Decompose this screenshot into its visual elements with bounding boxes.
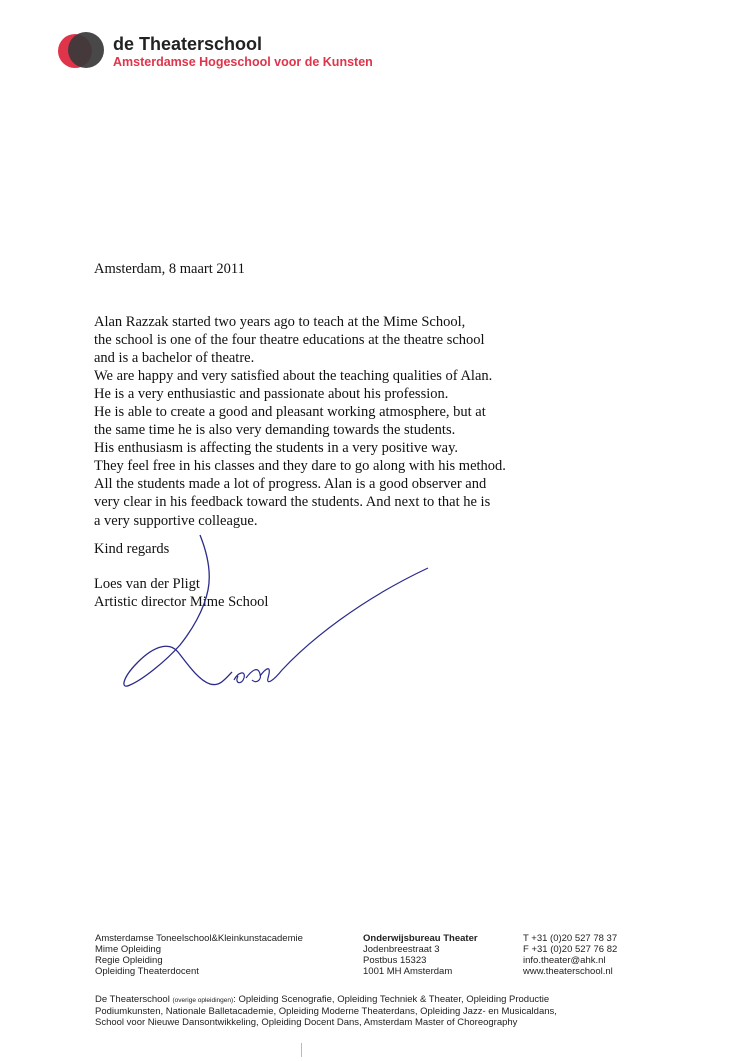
brand-subtitle: Amsterdamse Hogeschool voor de Kunsten: [113, 55, 373, 69]
footer-line: Jodenbreestraat 3: [363, 944, 440, 955]
footer-email: info.theater@ahk.nl: [523, 955, 606, 966]
body-line: the school is one of the four theatre educations at the theatre school: [94, 332, 485, 349]
footer-address-heading: Onderwijsbureau Theater: [363, 933, 478, 944]
footer-school-name: De Theaterschool: [95, 994, 170, 1005]
body-line: a very supportive colleague.: [94, 512, 258, 529]
letter-date: Amsterdam, 8 maart 2011: [94, 261, 245, 277]
footer-line: School voor Nieuwe Dansontwikkeling, Opleiding Docent Dans, Amsterdam Master of Choreography: [95, 1017, 518, 1028]
theaterschool-logo: [58, 31, 106, 71]
footer-line: Podiumkunsten, Nationale Balletacademie, Opleiding Moderne Theaterdans, Opleiding Jazz- en Musicaldans,: [95, 1006, 557, 1017]
body-line: the same time he is also very demanding towards the students.: [94, 422, 456, 439]
body-line: His enthusiasm is affecting the students in a very positive way.: [94, 440, 459, 457]
footer-other-programs: [95, 994, 695, 1028]
signer-name: Loes van der Pligt: [94, 576, 200, 592]
body-line: very clear in his feedback toward the students. And next to that he is: [94, 494, 491, 511]
footer-line: Amsterdamse Toneelschool&Kleinkunstacademie: [95, 933, 303, 944]
footer-note: (overige opleidingen): [172, 997, 234, 1004]
letter-closing: Kind regards: [94, 541, 170, 557]
body-line: He is able to create a good and pleasant working atmosphere, but at: [94, 404, 486, 421]
scan-mark: [301, 1043, 302, 1057]
footer-line: Postbus 15323: [363, 955, 427, 966]
footer-program-list: : Opleiding Scenografie, Opleiding Techniek & Theater, Opleiding Productie: [233, 994, 550, 1005]
letter-body: [94, 313, 614, 530]
footer-line: Mime Opleiding: [95, 944, 161, 955]
body-line: They feel free in his classes and they dare to go along with his method.: [94, 458, 506, 475]
body-line: We are happy and very satisfied about the teaching qualities of Alan.: [94, 368, 493, 385]
body-line: Alan Razzak started two years ago to teach at the Mime School,: [94, 314, 466, 330]
handwritten-signature: [110, 530, 450, 710]
footer-programs: [95, 933, 303, 977]
body-line: and is a bachelor of theatre.: [94, 350, 255, 367]
footer-line: [95, 994, 695, 1006]
footer-fax: F +31 (0)20 527 76 82: [523, 944, 618, 955]
footer-line: Opleiding Theaterdocent: [95, 966, 199, 977]
brand-name: de Theaterschool: [113, 34, 263, 54]
footer-website: www.theaterschool.nl: [523, 966, 613, 977]
letterhead-brand: [113, 34, 373, 70]
body-line: He is a very enthusiastic and passionate about his profession.: [94, 386, 449, 403]
footer-contact: [523, 933, 617, 977]
footer-address: [363, 933, 478, 977]
body-line: All the students made a lot of progress. Alan is a good observer and: [94, 476, 487, 493]
footer-line: 1001 MH Amsterdam: [363, 966, 453, 977]
signer-title: Artistic director Mime School: [94, 594, 269, 610]
footer-phone: T +31 (0)20 527 78 37: [523, 933, 618, 944]
footer-line: Regie Opleiding: [95, 955, 163, 966]
